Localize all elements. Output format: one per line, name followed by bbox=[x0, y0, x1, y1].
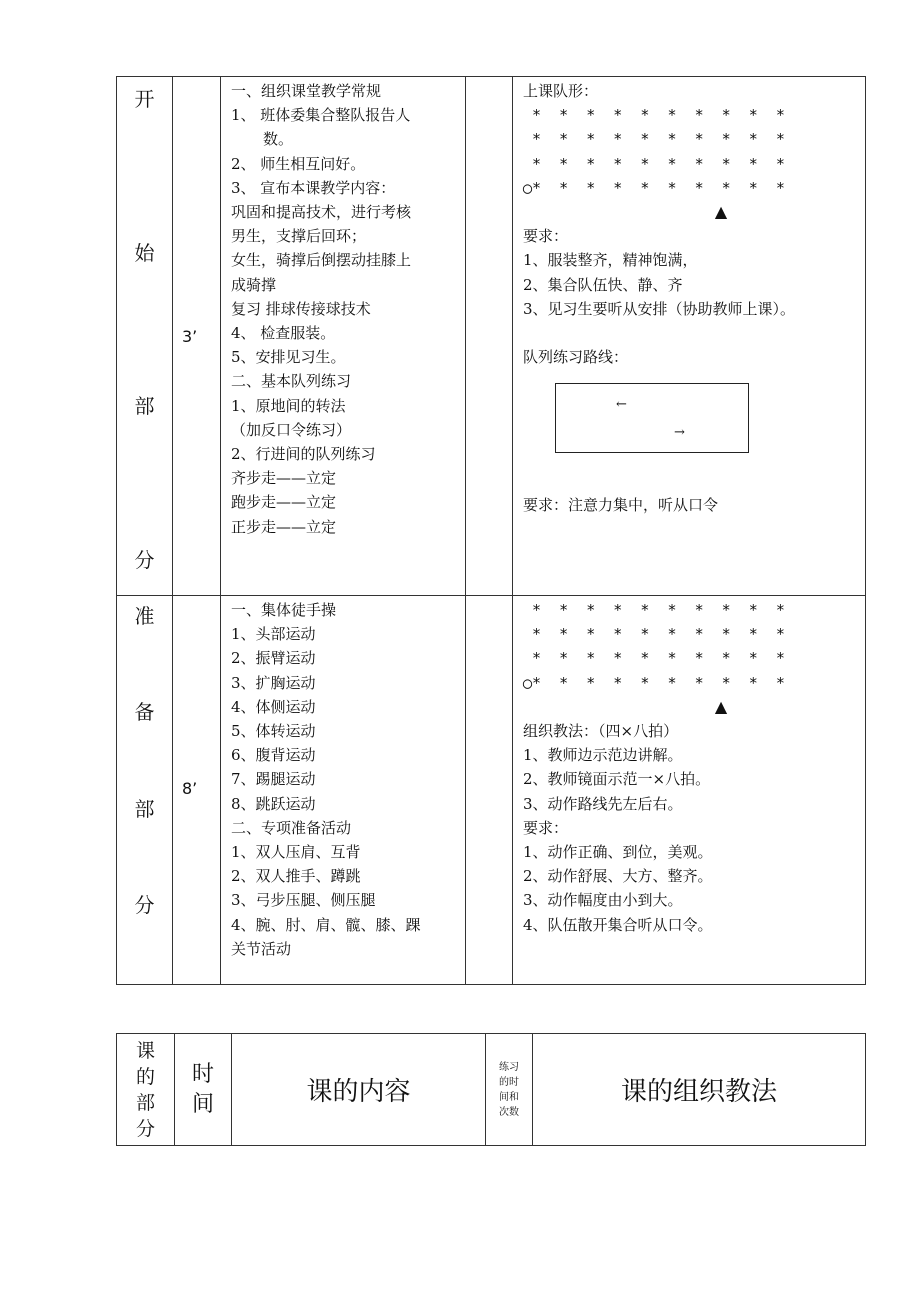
content-line: 2、双人推手、蹲跳 bbox=[231, 867, 361, 886]
content-line: 复习 排球传接球技术 bbox=[231, 299, 371, 318]
content-line: 4、腕、肘、肩、髋、膝、踝 bbox=[231, 915, 421, 934]
content-line: 二、专项准备活动 bbox=[231, 818, 352, 837]
content-line: 跑步走——立定 bbox=[231, 493, 337, 512]
content-line: 4、 检查服装。 bbox=[231, 324, 336, 343]
content-line: （加反口令练习） bbox=[231, 420, 352, 439]
section-label-char: 分 bbox=[134, 547, 155, 572]
content-line: 一、组织课堂教学常规 bbox=[231, 82, 382, 100]
arrow-left-icon: ← bbox=[616, 397, 627, 413]
requirement-line: 2、集合队伍快、静、齐 bbox=[523, 275, 683, 294]
practice-cell bbox=[466, 596, 513, 985]
content-line: 一、集体徒手操 bbox=[231, 601, 337, 619]
content-line: 1、双人压肩、互背 bbox=[231, 843, 361, 862]
method-line: 2、动作舒展、大方、整齐。 bbox=[523, 867, 713, 886]
formation-row: ◯* * * * * * * * * * bbox=[523, 673, 785, 692]
content-line: 二、基本队列练习 bbox=[231, 372, 352, 391]
section-label-cell bbox=[117, 596, 173, 985]
header-char: 练习 bbox=[499, 1061, 519, 1073]
content-line: 正步走——立定 bbox=[231, 517, 337, 536]
content-line: 男生，支撑后回环； bbox=[231, 227, 367, 246]
section-label-char: 部 bbox=[134, 394, 155, 419]
content-line: 4、体侧运动 bbox=[231, 697, 316, 716]
lesson-plan-table bbox=[116, 76, 866, 985]
formation-grid bbox=[523, 103, 859, 200]
content-line: 齐步走——立定 bbox=[231, 469, 337, 488]
content-cell bbox=[221, 596, 466, 985]
formation-row: * * * * * * * * * * bbox=[523, 625, 785, 644]
formation-row: * * * * * * * * * * bbox=[523, 601, 785, 619]
header-char: 间 bbox=[191, 1091, 214, 1117]
header-char: 次数 bbox=[499, 1106, 519, 1118]
formation-title: 上课队形： bbox=[523, 82, 599, 100]
route-title: 队列练习路线： bbox=[523, 348, 629, 367]
method-cell bbox=[513, 77, 866, 596]
content-cell bbox=[221, 77, 466, 596]
section-time: 8’ bbox=[182, 779, 198, 798]
section-label-char: 部 bbox=[134, 796, 155, 821]
method-line: 4、队伍散开集合听从口令。 bbox=[523, 915, 713, 934]
header-char: 间和 bbox=[499, 1091, 519, 1103]
time-cell bbox=[173, 77, 221, 596]
method-line: 组织教法：（四×八拍） bbox=[523, 722, 679, 741]
header-content: 课的内容 bbox=[232, 1034, 486, 1146]
content-line: 关节活动 bbox=[231, 939, 292, 958]
header-time bbox=[175, 1034, 232, 1146]
content-line: 8、跳跃运动 bbox=[231, 794, 316, 813]
header-method: 课的组织教法 bbox=[533, 1034, 866, 1146]
method-list bbox=[523, 719, 859, 937]
content-line: 2、行进间的队列练习 bbox=[231, 445, 376, 464]
section-row-warmup bbox=[117, 596, 866, 985]
content-line: 1、原地间的转法 bbox=[231, 396, 346, 415]
header-char: 的 bbox=[135, 1065, 155, 1088]
header-char: 时 bbox=[191, 1061, 214, 1087]
content-line: 1、头部运动 bbox=[231, 625, 316, 644]
content-line: 3、扩胸运动 bbox=[231, 673, 316, 692]
teacher-marker: ▲ bbox=[714, 202, 728, 222]
method-line: 3、动作幅度由小到大。 bbox=[523, 891, 683, 910]
section-label-char: 始 bbox=[134, 240, 155, 265]
route-diagram bbox=[555, 383, 749, 453]
content-line: 数。 bbox=[263, 130, 294, 149]
requirement-line: 要求： bbox=[523, 227, 569, 246]
section-label-char: 开 bbox=[134, 87, 155, 111]
method-line: 1、教师边示范边讲解。 bbox=[523, 746, 683, 765]
content-line: 巩固和提高技术，进行考核 bbox=[231, 203, 412, 222]
header-practice bbox=[486, 1034, 533, 1146]
method-cell bbox=[513, 596, 866, 985]
method-line: 1、动作正确、到位，美观。 bbox=[523, 843, 713, 862]
content-line: 5、安排见习生。 bbox=[231, 348, 346, 367]
content-line: 1、 班体委集合整队报告人 bbox=[231, 106, 411, 125]
content-lines bbox=[221, 77, 465, 539]
section-row-opening bbox=[117, 77, 866, 596]
section-label-char: 准 bbox=[134, 604, 155, 628]
formation-row: ◯* * * * * * * * * * bbox=[523, 178, 785, 197]
content-line: 2、 师生相互问好。 bbox=[231, 154, 366, 173]
requirement-line: 3、见习生要听从安排（协助教师上课）。 bbox=[523, 299, 796, 318]
column-header-table bbox=[116, 1033, 866, 1146]
requirement-line: 1、服装整齐，精神饱满， bbox=[523, 251, 698, 270]
content-line: 3、 宣布本课教学内容： bbox=[231, 178, 396, 197]
section-label-cell bbox=[117, 77, 173, 596]
method-line: 要求： bbox=[523, 818, 569, 837]
content-line: 5、体转运动 bbox=[231, 722, 316, 741]
header-char: 的时 bbox=[499, 1076, 519, 1088]
header-char: 分 bbox=[135, 1117, 155, 1140]
content-line: 2、振臂运动 bbox=[231, 649, 316, 668]
content-lines bbox=[221, 596, 465, 961]
route-requirement: 要求：注意力集中，听从口令 bbox=[523, 496, 719, 515]
formation-row: * * * * * * * * * * bbox=[523, 130, 785, 149]
practice-cell bbox=[466, 77, 513, 596]
requirements-list bbox=[523, 224, 859, 321]
formation-row: * * * * * * * * * * bbox=[523, 106, 785, 125]
content-line: 6、腹背运动 bbox=[231, 746, 316, 765]
method-line: 3、动作路线先左后右。 bbox=[523, 794, 683, 813]
formation-row: * * * * * * * * * * bbox=[523, 154, 785, 173]
method-line: 2、教师镜面示范一×八拍。 bbox=[523, 770, 711, 789]
header-char: 部 bbox=[135, 1091, 155, 1114]
time-cell bbox=[173, 596, 221, 985]
formation-row: * * * * * * * * * * bbox=[523, 649, 785, 668]
content-line: 7、踢腿运动 bbox=[231, 770, 316, 789]
section-time: 3’ bbox=[182, 327, 198, 346]
header-part bbox=[117, 1034, 175, 1146]
formation-grid bbox=[523, 598, 859, 695]
arrow-right-icon: → bbox=[674, 425, 685, 441]
header-row bbox=[117, 1034, 866, 1146]
teacher-marker: ▲ bbox=[714, 696, 728, 716]
section-label-char: 分 bbox=[134, 892, 155, 917]
section-label-char: 备 bbox=[134, 700, 155, 725]
header-char: 课 bbox=[135, 1039, 155, 1062]
content-line: 成骑撑 bbox=[231, 275, 277, 294]
content-line: 3、弓步压腿、侧压腿 bbox=[231, 891, 376, 910]
content-line: 女生，骑撑后倒摆动挂膝上 bbox=[231, 251, 412, 270]
